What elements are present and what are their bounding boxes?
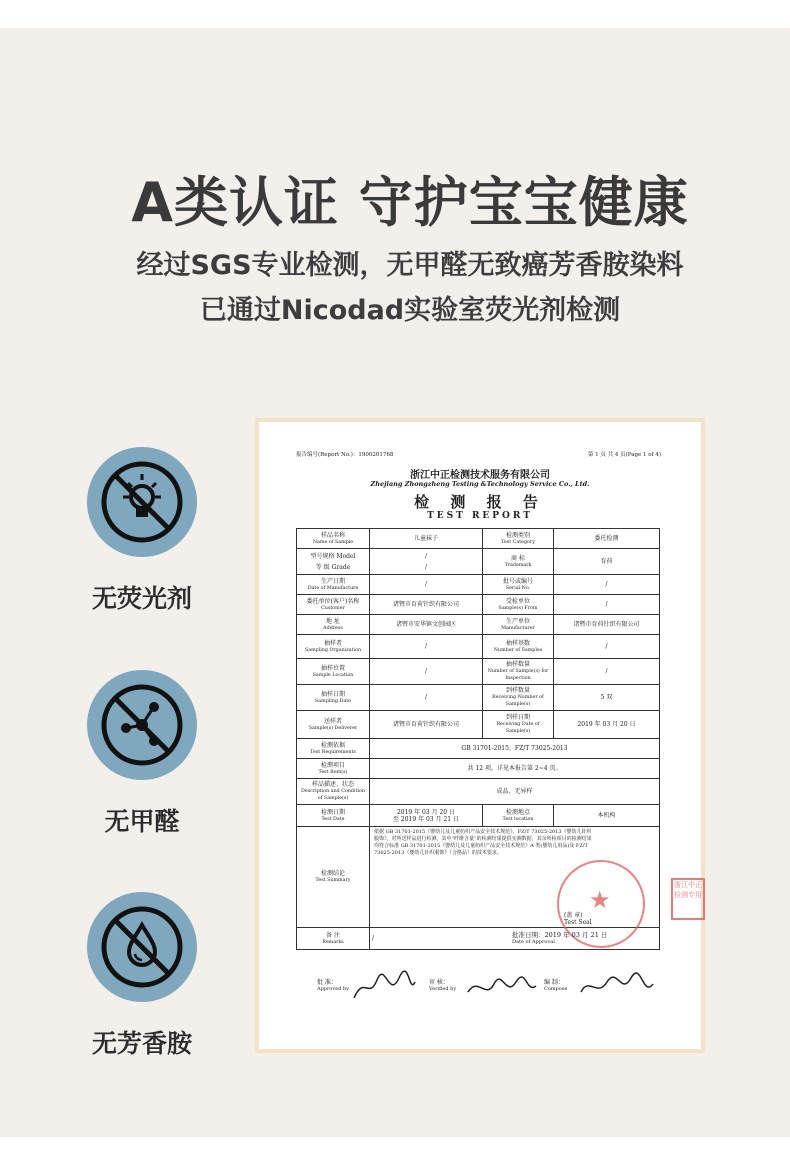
table-row (297, 575, 660, 595)
table-row (297, 615, 660, 635)
cell-label: 商 标 (511, 554, 525, 562)
cell-value: / (424, 552, 428, 560)
bottom-band (0, 1137, 790, 1169)
signature-scribble-2 (464, 972, 539, 1006)
cell-label: 型号规格 Model (310, 552, 356, 560)
cell-label: 检测依据 (320, 741, 345, 749)
cell-label-en: Trademark (504, 562, 532, 568)
feature-label: 无芳香胺 (91, 1029, 192, 1058)
cell-label: 备 注 (326, 931, 340, 939)
side-stamp: 浙江中正检测专用 (671, 878, 705, 920)
cell-label-en: Sample(s) Deliverer (308, 725, 358, 731)
no-aromatic-amine-icon (87, 892, 197, 1002)
cell-label: 生产单位 (505, 617, 530, 625)
cell-value: / (554, 575, 660, 595)
cell-label: 抽样位置 (320, 664, 345, 672)
cell-label: 地 址 (326, 617, 340, 625)
cell-label-en: Test Item(s) (318, 769, 348, 775)
cell-label: 委托单位(客户)名称 (306, 597, 360, 605)
top-band (0, 0, 790, 28)
cell-label: 抽样日期 (320, 690, 345, 698)
page-title: A类认证 守护宝宝健康 (131, 171, 689, 234)
cell-value: / (370, 635, 483, 659)
cell-label-en: Number of Samples (493, 647, 543, 653)
summary-text: 依据 GB 31701-2015《婴幼儿及儿童纺织产品安全技术规范》、FZ/T 73025-2013《婴幼儿针织服饰》，对所送样品进行检测，其中“纤维含量”的检测结果提供实测数据，其余所检项目的检测结果均符合标准 GB 31701-2015《婴幼儿及儿童纺织产品安全技术规范》A 类(婴幼儿用品)及 FZ/T 73025-2013《婴幼儿针织服饰》（合格品）的技术要求。 (374, 829, 592, 856)
cell-value: 诸暨市安华镇文创园区 (370, 615, 483, 635)
cell-value: 成品、无异样 (370, 779, 660, 805)
cell-value: / (370, 685, 483, 711)
cell-label-en: Description and Condition of Sample(s) (301, 789, 365, 801)
cell-label-en: Serial No. (505, 585, 531, 591)
cell-value: / (370, 575, 483, 595)
cell-value: / (554, 595, 660, 615)
seal-star-icon: ★ (589, 886, 611, 914)
cell-value: GB 31701-2015、FZ/T 73025-2013 (370, 739, 660, 759)
cell-value: / (554, 635, 660, 659)
table-row (297, 739, 660, 759)
cell-label-en: Sample(s) From (498, 605, 538, 611)
table-row (297, 685, 660, 711)
cell-label-en: Receiving Date of Sample(s) (496, 722, 540, 734)
verified-by-signature: 审 核： Verified by (429, 979, 457, 992)
seal-label: (盖 章) Test Seal (564, 912, 592, 926)
feature-label: 无荧光剂 (91, 584, 192, 613)
cell-label: 检测日期 (320, 808, 345, 816)
table-row (297, 549, 660, 575)
cell-value: 2019 年 03 月 20 日 (554, 711, 660, 739)
certificate-frame (255, 418, 705, 1053)
cell-value: 诸暨市育荷针织有限公司 (370, 595, 483, 615)
cell-label-en: Name of Sample (312, 539, 354, 545)
cell-value: 本机构 (554, 805, 660, 827)
approved-by-signature: 批 准： Approved by (317, 979, 350, 992)
cell-label: 到样日期 (505, 714, 530, 721)
cell-label-en: Test Summary (315, 878, 351, 883)
cell-label: 检测地点 (505, 808, 530, 816)
test-report-document (259, 422, 701, 1049)
feature-label: 无甲醛 (104, 807, 180, 836)
subtitle-line-1: 经过SGS专业检测，无甲醛无致癌芳香胺染料 (136, 250, 684, 281)
cell-label: 检测类别 (505, 531, 530, 539)
cell-label-en: Sampling Date (315, 698, 351, 704)
cell-value: 诸暨市育荷针织有限公司 (370, 711, 483, 739)
cell-value: 5 双 (554, 685, 660, 711)
cell-value: / (370, 928, 660, 950)
cell-label: 样品名称 (320, 531, 345, 539)
cell-label: 送样者 (323, 717, 342, 725)
cell-label: 到样数量 (505, 687, 530, 694)
cell-value: / (554, 659, 660, 685)
cell-label: 抽样者 (323, 639, 342, 647)
cell-label-en: Date of Manufacture (307, 585, 359, 591)
cell-label: 检测项目 (320, 761, 345, 769)
cell-label-en: Customer (321, 605, 345, 611)
table-row (297, 529, 660, 549)
cell-label-en: Remarks (322, 939, 344, 945)
feature-no-formaldehyde (62, 670, 222, 838)
no-formaldehyde-icon (87, 670, 197, 780)
cell-label: 生产日期 (320, 577, 345, 585)
report-title-en: TEST REPORT (427, 511, 533, 521)
cell-value: 2019 年 03 月 20 日 (396, 808, 456, 816)
cell-value: 儿童袜子 (370, 529, 483, 549)
cell-label-en: Manufacturer (501, 625, 535, 631)
cell-label: 检测结论 (320, 870, 345, 877)
page-indicator: 第 1 页 共 4 页(Page 1 of 4) (587, 452, 661, 458)
cell-value: / (424, 563, 428, 571)
cell-label: 批号或编号 (502, 577, 533, 585)
approval-date: 批准日期：2019 年 03 月 21 日 Date of Approval (512, 931, 608, 945)
cell-value: 共 12 项，详见本报告第 2~4 页。 (370, 759, 660, 779)
table-row (297, 635, 660, 659)
cell-label-en: Test Date (321, 816, 345, 822)
cell-value: 至 2019 年 03 月 21 日 (393, 815, 459, 823)
cell-label-en: Sampling Organization (304, 647, 362, 653)
report-number: 报告编号(Report No.)：1900201768 (296, 452, 394, 458)
feature-no-aromatic-amine (62, 892, 222, 1060)
subtitle-line-2: 已通过Nicodad实验室荧光剂检测 (199, 295, 621, 326)
cell-label-en: Test Requirements (310, 749, 356, 755)
no-fluorescent-icon (87, 447, 197, 557)
cell-value: 委托检测 (554, 529, 660, 549)
signature-scribble-1 (349, 970, 419, 1006)
cell-label-en: Test Category (501, 539, 535, 545)
compose-signature: 编 制： Compose (544, 979, 568, 992)
cell-label-en: Test location (502, 816, 534, 822)
cell-label-en: Number of Sample(s) for Inspection (487, 669, 549, 681)
cell-value: 诸暨市育荷针织有限公司 (554, 615, 660, 635)
signature-scribble-3 (577, 968, 657, 1006)
table-row (297, 659, 660, 685)
feature-no-fluorescent (62, 447, 222, 615)
table-row (297, 759, 660, 779)
company-name-cn: 浙江中正检测技术服务有限公司 (410, 470, 550, 481)
table-row (297, 595, 660, 615)
cell-label-en: Address (323, 625, 343, 631)
cell-value: / (370, 659, 483, 685)
cell-label-en: Receiving Number of Sample(s) (492, 695, 544, 707)
cell-label-en: Sample Location (312, 672, 354, 678)
company-name-en: Zhejiang Zhongzheng Testing &Technology Service Co., Ltd. (370, 480, 590, 488)
table-row (297, 711, 660, 739)
table-row (297, 779, 660, 805)
cell-value: 育荷 (554, 549, 660, 575)
report-title-cn: 检 测 报 告 (414, 493, 546, 511)
cell-label: 抽样基数 (505, 639, 530, 647)
cell-label: 抽样数量 (505, 661, 530, 668)
cell-label: 受检单位 (505, 597, 530, 605)
cell-label: 等 级 Grade (315, 563, 351, 571)
cell-label: 样品描述、状态 (311, 781, 354, 788)
table-row (297, 805, 660, 827)
